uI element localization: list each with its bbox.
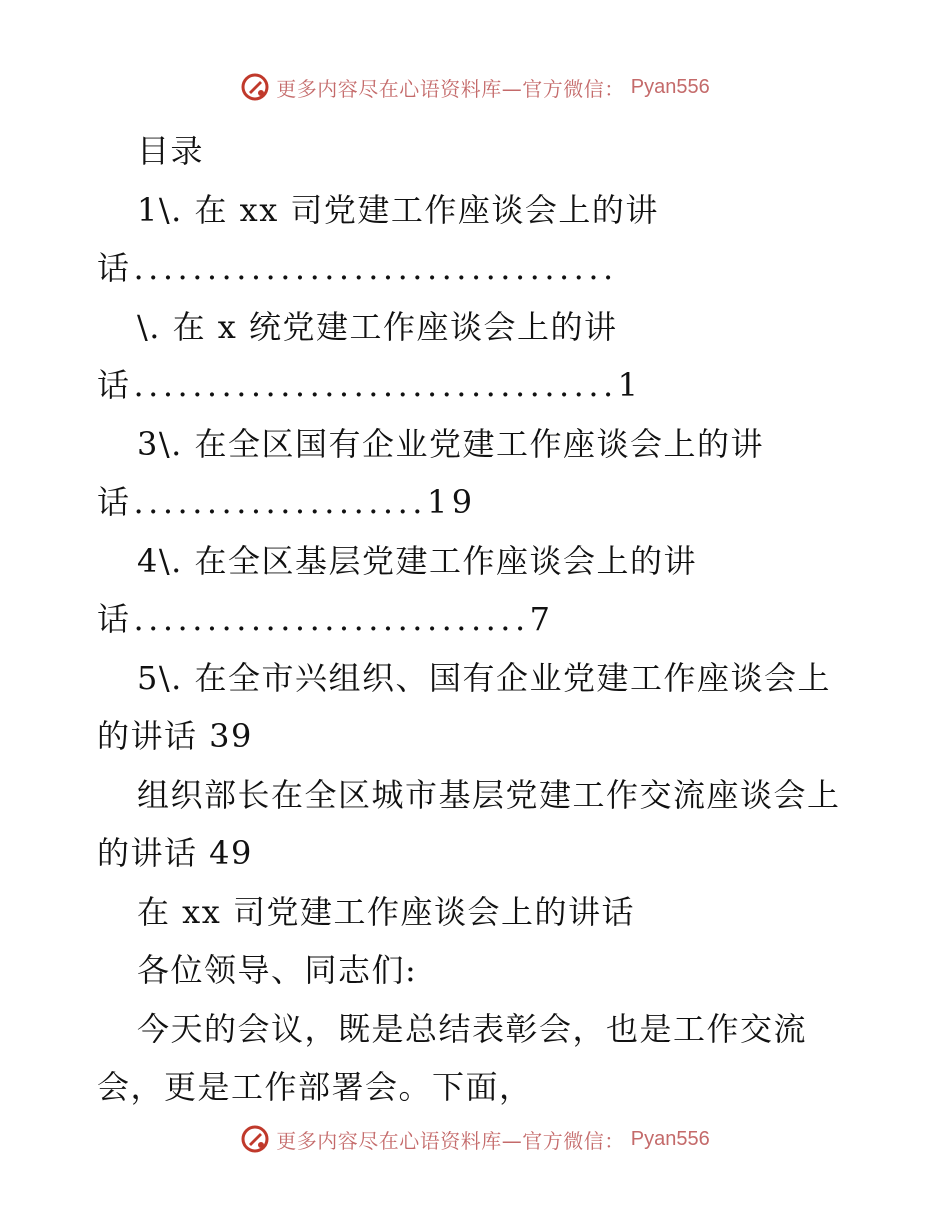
toc-item-4-leader: 话...........................7	[97, 600, 555, 638]
brand-logo-icon	[240, 72, 270, 102]
toc-item-5-cont: 的讲话 39	[97, 717, 253, 755]
toc-item-3: 3\. 在全区国有企业党建工作座谈会上的讲	[137, 424, 764, 463]
body-paragraph-line-1: 今天的会议，既是总结表彰会，也是工作交流	[137, 1009, 808, 1048]
brand-logo-icon	[240, 1124, 270, 1154]
toc-item-6: 组织部长在全区城市基层党建工作交流座谈会上	[137, 775, 841, 814]
toc-item-5: 5\. 在全市兴组织、国有企业党建工作座谈会上	[137, 658, 831, 697]
salutation: 各位领导、同志们:	[137, 951, 418, 989]
section-heading: 在 xx 司党建工作座谈会上的讲话	[137, 892, 635, 931]
watermark-text-cn: 更多内容尽在心语资料库—官方微信：	[276, 1128, 625, 1153]
toc-item-3-leader: 话....................19	[97, 483, 477, 521]
toc-item-2: \. 在 x 统党建工作座谈会上的讲	[137, 307, 618, 346]
watermark-text-cn: 更多内容尽在心语资料库—官方微信：	[276, 76, 625, 101]
toc-item-4: 4\. 在全区基层党建工作座谈会上的讲	[137, 541, 697, 580]
document-body	[97, 122, 867, 1117]
watermark-text-en: Pyan556	[630, 1127, 710, 1150]
toc-item-6-cont: 的讲话 49	[97, 834, 253, 872]
toc-item-1: 1\. 在 xx 司党建工作座谈会上的讲	[137, 190, 659, 229]
body-paragraph-line-2: 会，更是工作部署会。下面，	[97, 1068, 533, 1106]
watermark-text-en: Pyan556	[630, 75, 710, 98]
toc-item-1-leader: 话.................................	[97, 249, 618, 287]
header-watermark	[0, 72, 950, 102]
toc-title: 目录	[137, 132, 205, 170]
toc-item-2-leader: 话.................................1	[97, 366, 643, 404]
footer-watermark	[0, 1124, 950, 1154]
